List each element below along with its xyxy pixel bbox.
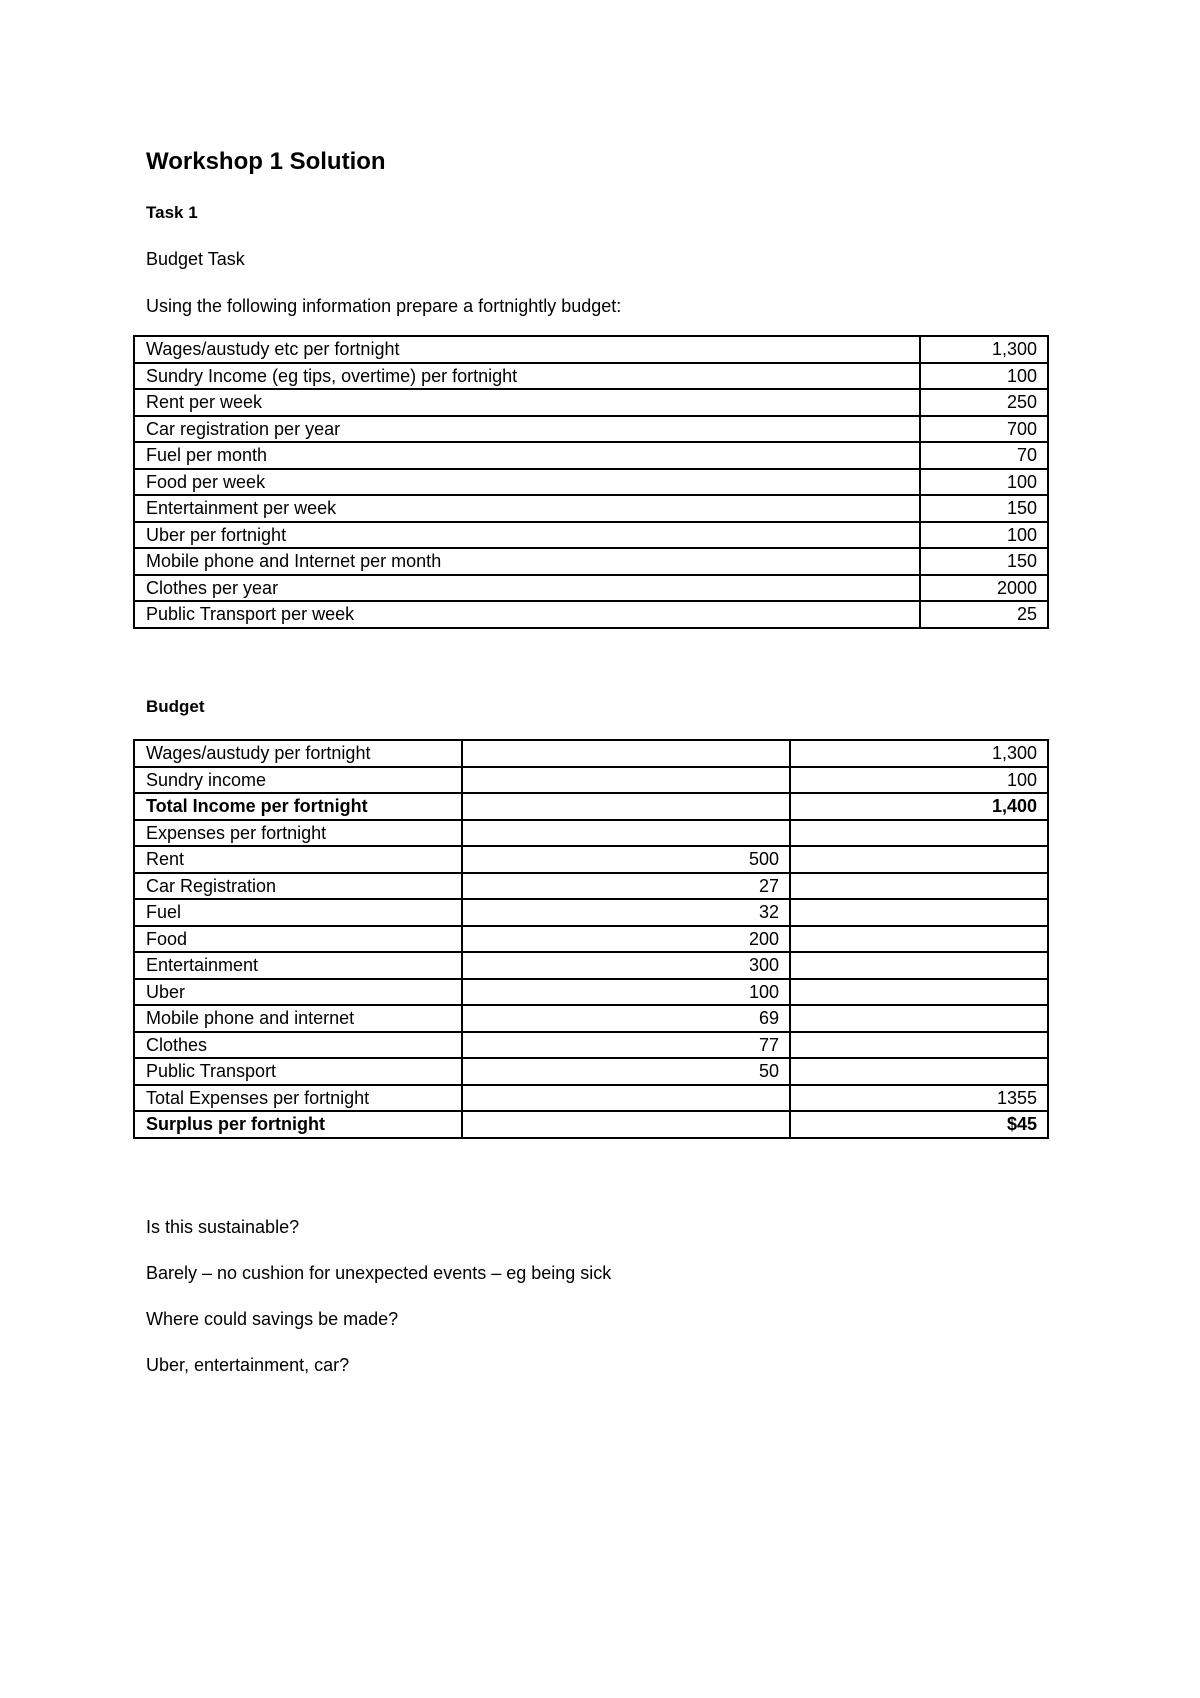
budget-total-cell [790, 979, 1048, 1006]
info-value-cell: 150 [920, 548, 1048, 575]
budget-expense-cell: 50 [462, 1058, 790, 1085]
info-value-cell: 100 [920, 522, 1048, 549]
info-value-cell: 25 [920, 601, 1048, 628]
info-value-cell: 2000 [920, 575, 1048, 602]
info-table-row [134, 495, 1048, 522]
info-table-row [134, 389, 1048, 416]
budget-label-cell: Mobile phone and internet [134, 1005, 462, 1032]
info-label-cell: Sundry Income (eg tips, overtime) per fortnight [134, 363, 920, 390]
task-heading: Task 1 [146, 203, 198, 222]
budget-table-row [134, 926, 1048, 953]
budget-expense-cell: 32 [462, 899, 790, 926]
info-table-row [134, 416, 1048, 443]
info-table-row [134, 363, 1048, 390]
budget-expense-cell [462, 767, 790, 794]
budget-total-cell: 1,400 [790, 793, 1048, 820]
budget-table-row [134, 1005, 1048, 1032]
info-label-cell: Entertainment per week [134, 495, 920, 522]
budget-total-cell: 1,300 [790, 740, 1048, 767]
info-label-cell: Fuel per month [134, 442, 920, 469]
info-table-row [134, 548, 1048, 575]
budget-expense-cell [462, 820, 790, 847]
budget-total-cell [790, 952, 1048, 979]
info-label-cell: Clothes per year [134, 575, 920, 602]
budget-table-row [134, 820, 1048, 847]
budget-table-row [134, 899, 1048, 926]
budget-label-cell: Uber [134, 979, 462, 1006]
budget-total-cell [790, 873, 1048, 900]
budget-table-row [134, 873, 1048, 900]
info-label-cell: Public Transport per week [134, 601, 920, 628]
budget-expense-cell [462, 1085, 790, 1112]
budget-expense-cell: 100 [462, 979, 790, 1006]
info-table-row [134, 469, 1048, 496]
budget-table-row [134, 793, 1048, 820]
budget-label-cell: Surplus per fortnight [134, 1111, 462, 1138]
budget-expense-cell [462, 740, 790, 767]
page-title: Workshop 1 Solution [146, 148, 386, 175]
budget-total-cell [790, 846, 1048, 873]
budget-label-cell: Fuel [134, 899, 462, 926]
budget-total-cell [790, 1058, 1048, 1085]
info-value-cell: 100 [920, 363, 1048, 390]
budget-label-cell: Total Income per fortnight [134, 793, 462, 820]
answer-sustainable: Barely – no cushion for unexpected events – eg being sick [146, 1263, 612, 1283]
budget-total-cell: 1355 [790, 1085, 1048, 1112]
budget-expense-cell [462, 793, 790, 820]
budget-expense-cell: 27 [462, 873, 790, 900]
info-table [133, 335, 1049, 629]
info-table-row [134, 522, 1048, 549]
budget-expense-cell: 200 [462, 926, 790, 953]
info-label-cell: Food per week [134, 469, 920, 496]
budget-total-cell [790, 899, 1048, 926]
info-label-cell: Wages/austudy etc per fortnight [134, 336, 920, 363]
budget-label-cell: Expenses per fortnight [134, 820, 462, 847]
budget-total-cell: $45 [790, 1111, 1048, 1138]
budget-total-cell: 100 [790, 767, 1048, 794]
info-value-cell: 70 [920, 442, 1048, 469]
info-label-cell: Car registration per year [134, 416, 920, 443]
budget-total-cell [790, 1005, 1048, 1032]
info-table-row [134, 601, 1048, 628]
info-value-cell: 1,300 [920, 336, 1048, 363]
budget-table-row [134, 1111, 1048, 1138]
budget-label-cell: Total Expenses per fortnight [134, 1085, 462, 1112]
budget-table-row [134, 979, 1048, 1006]
budget-total-cell [790, 926, 1048, 953]
budget-table-row [134, 1032, 1048, 1059]
budget-table-row [134, 740, 1048, 767]
info-value-cell: 250 [920, 389, 1048, 416]
budget-table-row [134, 952, 1048, 979]
info-label-cell: Mobile phone and Internet per month [134, 548, 920, 575]
budget-table-row [134, 1085, 1048, 1112]
budget-label-cell: Food [134, 926, 462, 953]
budget-label-cell: Car Registration [134, 873, 462, 900]
info-value-cell: 700 [920, 416, 1048, 443]
budget-expense-cell: 77 [462, 1032, 790, 1059]
question-sustainable: Is this sustainable? [146, 1217, 300, 1237]
info-table-row [134, 442, 1048, 469]
budget-expense-cell [462, 1111, 790, 1138]
info-table-row [134, 575, 1048, 602]
budget-table-row [134, 1058, 1048, 1085]
budget-total-cell [790, 820, 1048, 847]
budget-expense-cell: 300 [462, 952, 790, 979]
answer-savings: Uber, entertainment, car? [146, 1355, 350, 1375]
budget-task-label: Budget Task [146, 249, 245, 269]
budget-label-cell: Wages/austudy per fortnight [134, 740, 462, 767]
info-table-row [134, 336, 1048, 363]
budget-total-cell [790, 1032, 1048, 1059]
info-label-cell: Rent per week [134, 389, 920, 416]
budget-label-cell: Public Transport [134, 1058, 462, 1085]
budget-label-cell: Rent [134, 846, 462, 873]
budget-label-cell: Sundry income [134, 767, 462, 794]
info-label-cell: Uber per fortnight [134, 522, 920, 549]
question-savings: Where could savings be made? [146, 1309, 399, 1329]
budget-table-row [134, 767, 1048, 794]
budget-expense-cell: 500 [462, 846, 790, 873]
budget-table-row [134, 846, 1048, 873]
info-value-cell: 150 [920, 495, 1048, 522]
budget-table [133, 739, 1049, 1139]
budget-label-cell: Entertainment [134, 952, 462, 979]
instruction-text: Using the following information prepare a fortnightly budget: [146, 296, 622, 316]
budget-heading: Budget [146, 697, 205, 716]
budget-expense-cell: 69 [462, 1005, 790, 1032]
budget-label-cell: Clothes [134, 1032, 462, 1059]
info-value-cell: 100 [920, 469, 1048, 496]
